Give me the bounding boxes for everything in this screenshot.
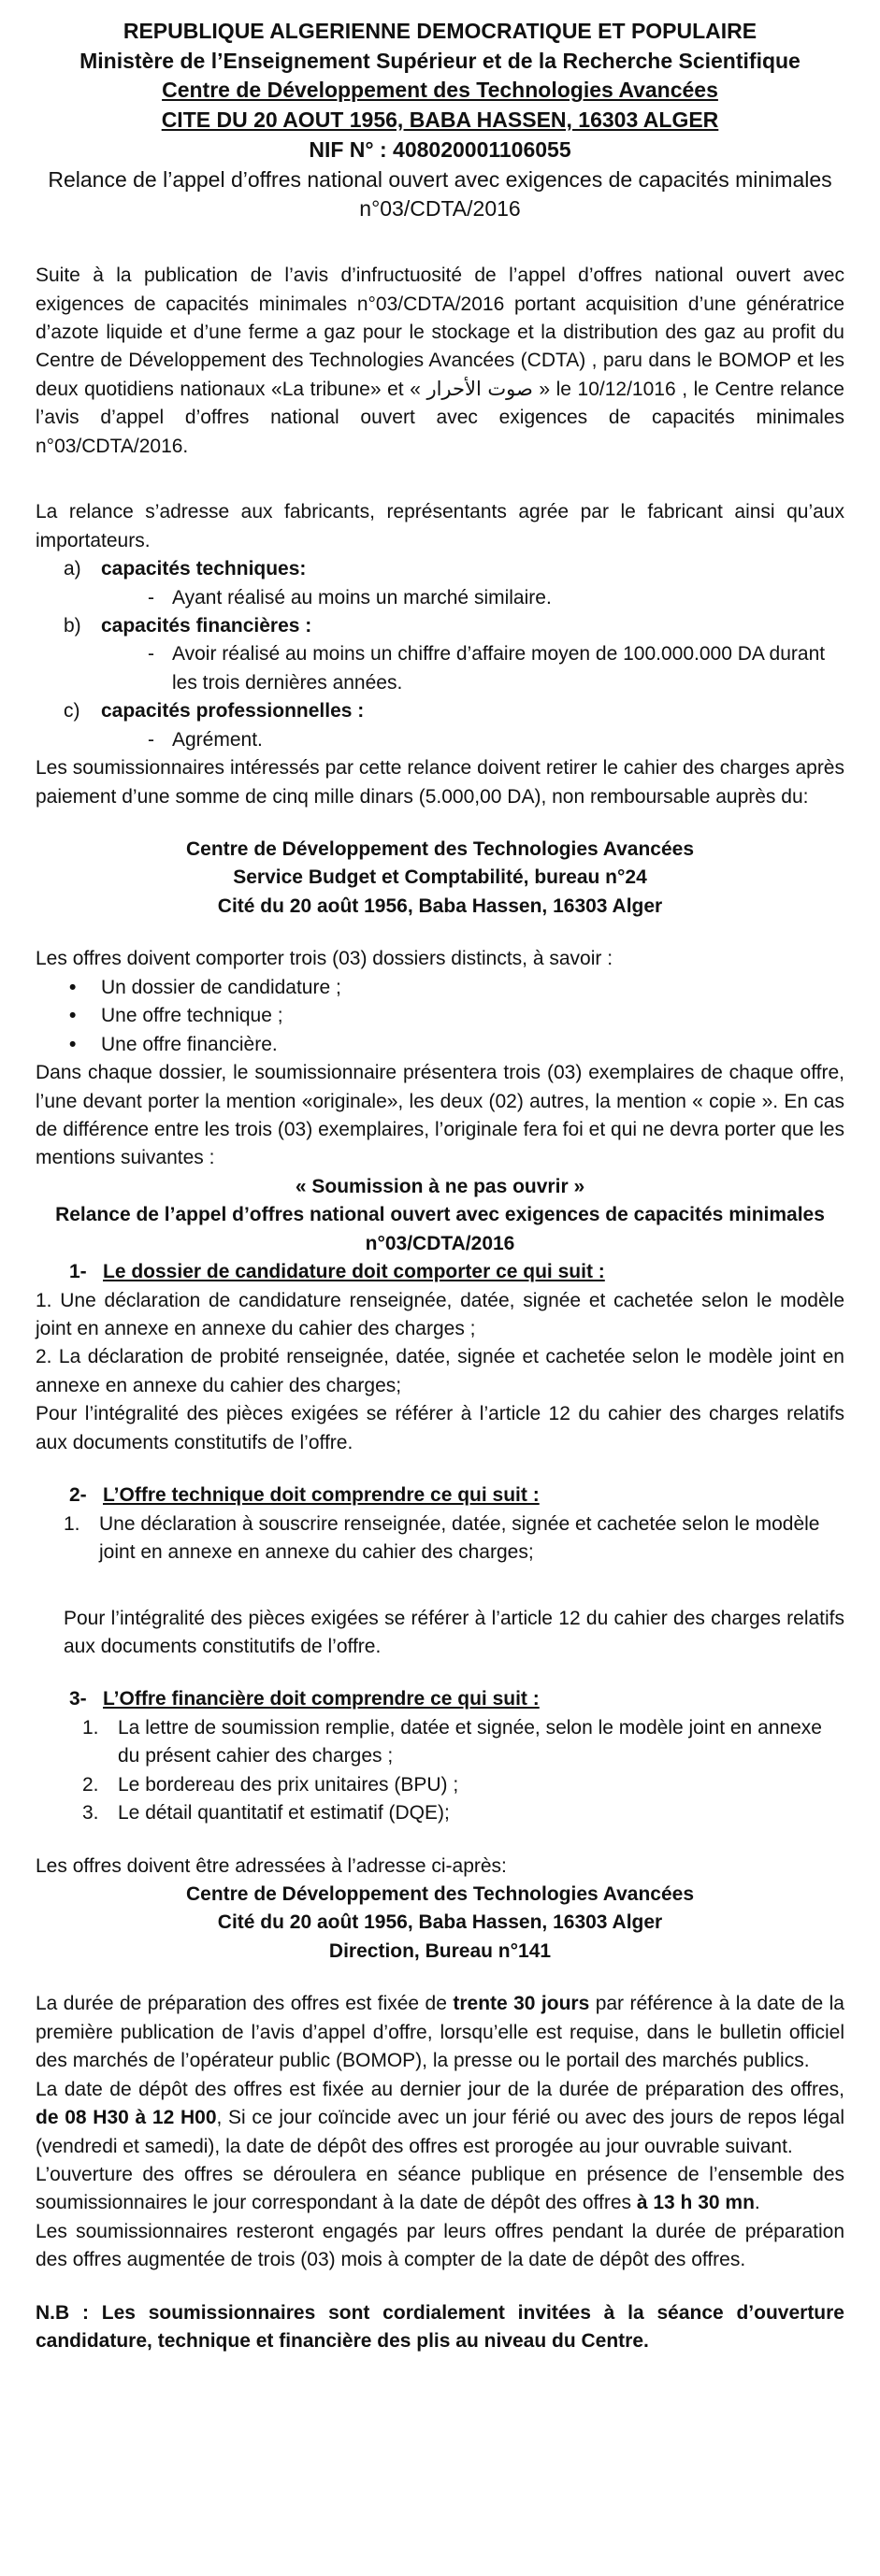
opening-paragraph: L’ouverture des offres se déroulera en séance publique en présence de l’ensemble des soumissionnaires le jour correspondant à la date de dépôt des offres à 13 h 30 mn. [36,2163,844,2214]
criterion-professional: c) capacités professionnelles : [64,700,365,723]
each-file-paragraph: Dans chaque dossier, le soumissionnaire présentera trois (03) exemplaires de chaque offre, l’une devant porter la mention «originale», les deux (02) autres, la mention « copie ». En cas de différence entre les trois (03) exemplaires, l’originale fera foi et qui ne devra porter que les mentions suivantes : [36,1062,844,1169]
section-title: 2- L’Offre technique doit comprendre ce qui suit : [69,1484,540,1507]
section-candidature [36,1258,844,1457]
mention-no-open: « Soumission à ne pas ouvrir » [295,1175,585,1197]
list-item: 2. Le bordereau des prix unitaires (BPU) ; [82,1773,459,1796]
service-address: Centre de Développement des Technologies Avancées Service Budget et Comptabilité, bureau n°24 Cité du 20 août 1956, Baba Hassen, 16303 Alger [185,838,695,917]
section-technique [36,1481,844,1661]
criterion-item: - Agrément. [148,728,263,751]
list-item: 1. La lettre de soumission remplie, datée et signée, selon le modèle joint en annexe du présent cahier des charges ; [82,1716,822,1767]
ministry-line: Ministère de l’Enseignement Supérieur et de la Recherche Scientifique [79,48,801,73]
list-item: 1. Une déclaration de candidature renseignée, datée, signée et cachetée selon le modèle joint en annexe en annexe du cahier des charges ; [36,1289,844,1340]
direction-address: Centre de Développement des Technologies Avancées Cité du 20 août 1956, Baba Hassen, 16303 Alger Direction, Bureau n°141 [185,1883,695,1962]
list-item: • Un dossier de candidature ; [69,976,341,998]
section-note: Pour l’intégralité des pièces exigées se référer à l’article 12 du cahier des charges relatifs aux documents constitutifs de l’offre. [36,1403,844,1453]
engagement-paragraph: Les soumissionnaires resteront engagés par leurs offres pendant la durée de préparation des offres augmentée de trois (03) mois à compter de la date de dépôt des offres. [36,2220,844,2271]
republic-line: REPUBLIQUE ALGERIENNE DEMOCRATIQUE ET POPULAIRE [123,19,757,43]
list-item: 3. Le détail quantitatif et estimatif (DQE); [82,1802,450,1825]
centre-address: CITE DU 20 AOUT 1956, BABA HASSEN, 16303 ALGER [161,107,719,133]
centre-name: Centre de Développement des Technologies Avancées [162,78,718,103]
list-item: 1. Une déclaration à souscrire renseignée, datée, signée et cachetée selon le modèle joint en annexe en annexe du cahier des charges; [64,1512,820,1564]
nb-note: N.B : Les soumissionnaires sont cordialement invitées à la séance d’ouverture candidature, technique et financière des plis au niveau du Centre. [36,2301,844,2353]
section-financiere [36,1685,844,1827]
criterion-item: - Avoir réalisé au moins un chiffre d’affaire moyen de 100.000.000 DA durant les trois dernières années. [148,643,826,694]
preparation-paragraph: La durée de préparation des offres est fixée de trente 30 jours par référence à la date de la première publication de l’avis d’appel d’offre, lorsqu’elle est requise, dans le bulletin officiel des marchés de l’opérateur public (BOMOP), la presse ou le portail des marchés publics. [36,1993,844,2072]
send-to-paragraph: Les offres doivent être adressées à l’adresse ci-après: [36,1854,507,1877]
notice-title: Relance de l’appel d’offres national ouvert avec exigences de capacités minimales [48,166,832,192]
list-item: • Une offre technique ; [69,1005,283,1027]
intro-paragraph: Suite à la publication de l’avis d’infructuosité de l’appel d’offres national ouvert avec exigences de capacités minimales n°03/CDTA/2016 portant acquisition d’une génératrice d’azote liquide et d’une ferme a gaz pour le stockage et la distribution des gaz au profit du Centre de Développement des Technologies Avancées (CDTA) , paru dans le BOMOP et les deux quotidiens nationaux «La tribune» et « صوت الأحرار » le 10/12/1016 , le Centre relance l’avis d’appel d’offres national ouvert avec exigences de capacités minimales n°03/CDTA/2016. [36,265,844,457]
offers-list [36,974,844,1059]
mention-title: Relance de l’appel d’offres national ouvert avec exigences de capacités minimales [55,1204,825,1226]
section-title: 1- Le dossier de candidature doit comporter ce qui suit : [69,1261,605,1283]
withdrawal-paragraph: Les soumissionnaires intéressés par cette relance doivent retirer le cahier des charges après paiement d’une somme de cinq mille dinars (5.000,00 DA), non remboursable auprès du: [36,757,844,808]
criterion-item: - Ayant réalisé au moins un marché similaire. [148,586,552,608]
criteria-list [36,555,844,754]
list-item: 2. La déclaration de probité renseignée, datée, signée et cachetée selon le modèle joint en annexe en annexe du cahier des charges; [36,1346,844,1396]
notice-reference: n°03/CDTA/2016 [359,196,521,222]
criterion-financial: b) capacités financières : [64,614,312,637]
relance-paragraph: La relance s’adresse aux fabricants, représentants agrée par le fabricant ainsi qu’aux importateurs. [36,501,844,551]
letterhead [36,17,844,165]
nif-number: NIF N° : 408020001106055 [309,136,571,162]
criterion-technical: a) capacités techniques: [64,558,307,580]
mention-reference: n°03/CDTA/2016 [365,1232,515,1254]
deposit-paragraph: La date de dépôt des offres est fixée au dernier jour de la durée de préparation des offres, de 08 H30 à 12 H00, Si ce jour coïncide avec un jour férié ou avec des jours de repos légal (vendredi et samedi), la date de dépôt des offres est prorogée au jour ouvrable suivant. [36,2078,844,2157]
section-title: 3- L’Offre financière doit comprendre ce qui suit : [69,1688,540,1710]
section-note: Pour l’intégralité des pièces exigées se référer à l’article 12 du cahier des charges relatifs aux documents constitutifs de l’offre. [64,1607,844,1657]
list-item: • Une offre financière. [69,1033,278,1055]
offers-intro: Les offres doivent comporter trois (03) dossiers distincts, à savoir : [36,948,613,970]
